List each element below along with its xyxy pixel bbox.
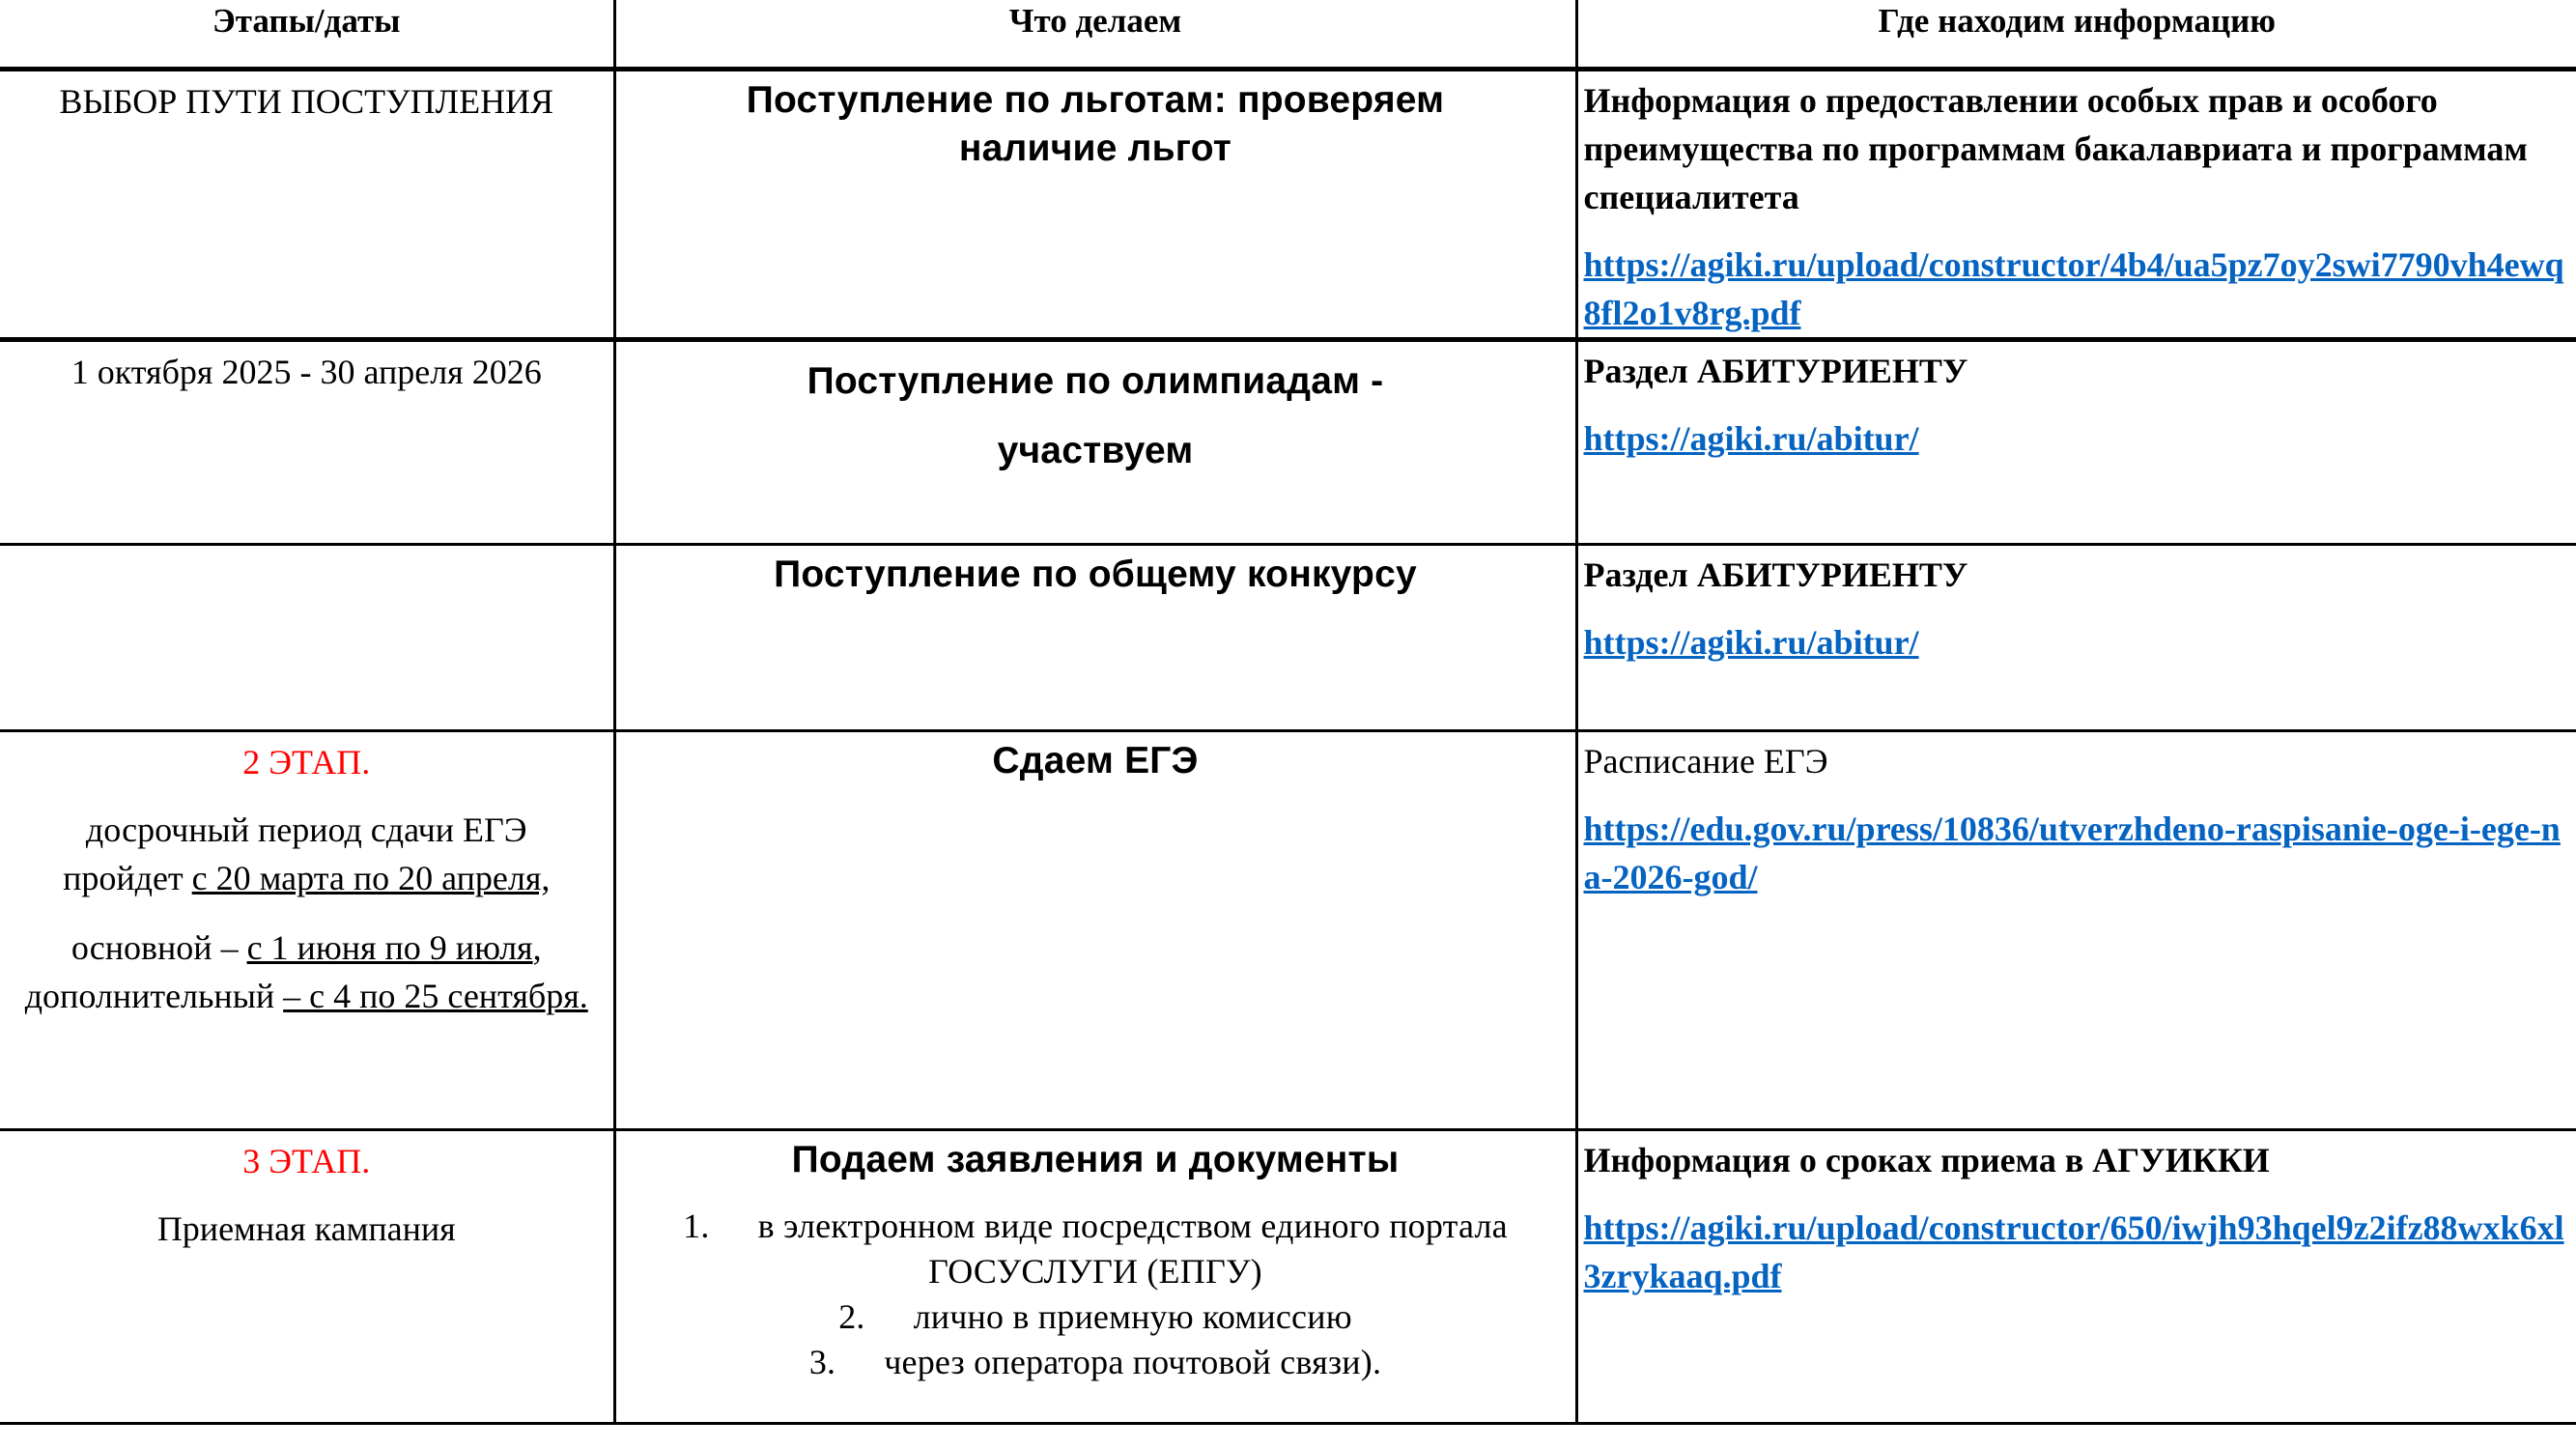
action-cell <box>614 1129 1576 1423</box>
stage-cell <box>0 730 614 1129</box>
info-link[interactable]: https://agiki.ru/upload/constructor/4b4/ua5pz7oy2swi7790vh4ewq8fl2o1v8rg.pdf <box>1583 244 2564 332</box>
action-cell <box>614 730 1576 1129</box>
table-row <box>0 69 2576 339</box>
stage-label: 2 ЭТАП. <box>242 742 371 781</box>
info-link[interactable]: https://edu.gov.ru/press/10836/utverzhdeno-raspisanie-oge-i-ege-na-2026-god/ <box>1583 809 2561 896</box>
submission-methods-list <box>636 1204 1556 1385</box>
stage-cell <box>0 1129 614 1423</box>
info-title: Информация о предоставлении особых прав и особого преимущества по программам бакалавриата и программам специалитета <box>1583 80 2528 216</box>
list-item: 3. через оператора почтовой связи). <box>808 1342 1382 1381</box>
header-what-we-do: Что делаем <box>614 0 1576 69</box>
table-row <box>0 1129 2576 1423</box>
info-title: Расписание ЕГЭ <box>1583 741 1828 781</box>
stage-dates: 1 октября 2025 - 30 апреля 2026 <box>71 352 542 391</box>
info-cell <box>1576 544 2576 730</box>
action-title: Поступление по льготам: проверяем наличие льгот <box>746 78 1445 169</box>
header-where-info: Где находим информацию <box>1576 0 2576 69</box>
table-row <box>0 339 2576 544</box>
info-link[interactable]: https://agiki.ru/upload/constructor/650/iwjh93hqel9z2ifz88wxk6xl3zrykaaq.pdf <box>1583 1208 2564 1295</box>
stage-cell <box>0 69 614 339</box>
stage-cell <box>0 339 614 544</box>
info-cell <box>1576 1129 2576 1423</box>
stage-cell <box>0 544 614 730</box>
stage-text: ВЫБОР ПУТИ ПОСТУПЛЕНИЯ <box>59 81 554 121</box>
action-title: Подаем заявления и документы <box>791 1138 1400 1180</box>
table-row <box>0 544 2576 730</box>
info-title: Информация о сроках приема в АГУИККИ <box>1583 1140 2270 1179</box>
table-row <box>0 730 2576 1129</box>
info-title: Раздел АБИТУРИЕНТУ <box>1583 351 1968 390</box>
action-title: Поступление по общему конкурсу <box>774 553 1417 595</box>
info-cell <box>1576 730 2576 1129</box>
list-item: 2. лично в приемную комиссию <box>838 1296 1352 1336</box>
info-cell <box>1576 339 2576 544</box>
table-header-row <box>0 0 2576 69</box>
info-link[interactable]: https://agiki.ru/abitur/ <box>1583 622 1919 662</box>
action-title: Сдаем ЕГЭ <box>992 739 1199 781</box>
info-link[interactable]: https://agiki.ru/abitur/ <box>1583 418 1919 458</box>
stage-label: 3 ЭТАП. <box>242 1141 371 1180</box>
info-title: Раздел АБИТУРИЕНТУ <box>1583 554 1968 594</box>
header-stages-dates: Этапы/даты <box>0 0 614 69</box>
list-item: 1. в электронном виде посредством единого портала ГОСУСЛУГИ (ЕПГУ) <box>683 1206 1508 1291</box>
info-cell <box>1576 69 2576 339</box>
action-title: Поступление по олимпиадам - участвуем <box>807 359 1384 471</box>
stage-description: Приемная кампания <box>156 1208 456 1248</box>
action-cell <box>614 339 1576 544</box>
action-cell <box>614 69 1576 339</box>
stage-description-main: основной – с 1 июня по 9 июля, дополнительный – с 4 по 25 сентября. <box>24 927 588 1015</box>
stage-description-early: досрочный период сдачи ЕГЭ пройдет с 20 марта по 20 апреля, <box>63 810 551 897</box>
action-cell <box>614 544 1576 730</box>
